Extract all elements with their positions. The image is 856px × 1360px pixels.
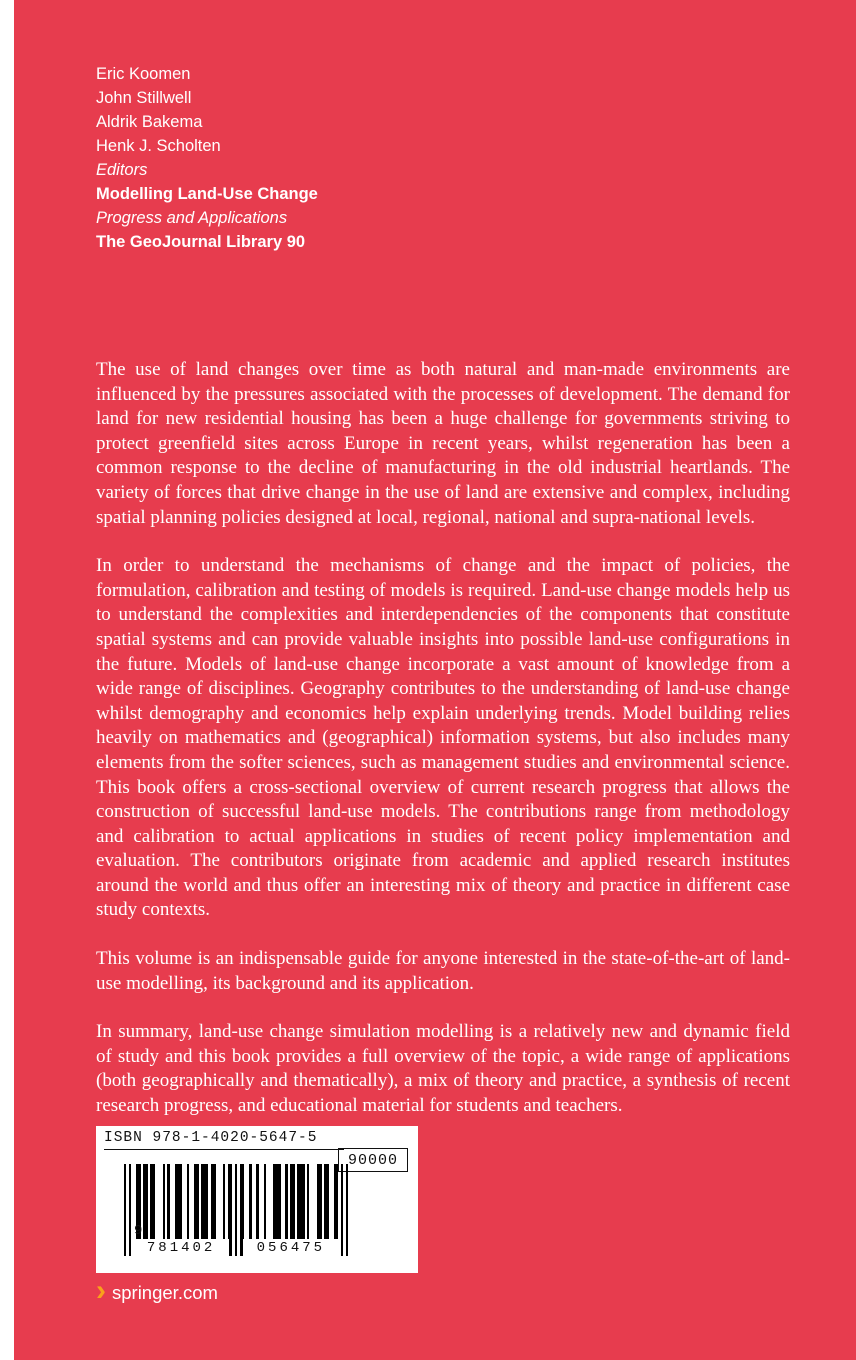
- isbn-label: ISBN 978-1-4020-5647-5: [104, 1130, 344, 1150]
- barcode: [124, 1164, 348, 1256]
- back-cover-blurb: [96, 358, 790, 1143]
- cover-background: [14, 0, 856, 1360]
- barcode-digits-group1: 781402: [133, 1239, 229, 1256]
- author-name: John Stillwell: [96, 89, 192, 107]
- blurb-paragraph: The use of land changes over time as both natural and man-made environments are influenced by the pressures associated with the processes of development. The demand for land for new residential housing has been a huge challenge for governments striving to protect greenfield sites across Europe in recent years, whilst regeneration has been a common response to the decline of manufacturing in the old industrial heartlands. The variety of forces that drive change in the use of land are extensive and complex, including spatial planning policies designed at local, regional, national and supra-national levels.: [96, 359, 790, 528]
- springer-chevron-icon: ›: [96, 1274, 106, 1307]
- book-series: The GeoJournal Library 90: [96, 233, 306, 251]
- author-name: Eric Koomen: [96, 65, 191, 83]
- blurb-paragraph: This volume is an indispensable guide for anyone interested in the state-of-the-art of land-use modelling, its background and its application.: [96, 948, 790, 994]
- barcode-lead-digit: 9: [134, 1223, 143, 1239]
- blurb-paragraph: In order to understand the mechanisms of change and the impact of policies, the formulation, calibration and testing of models is required. Land-use change models help us to understand the complexities and interdependencies of the components that constitute spatial systems and can provide valuable insights into possible land-use configurations in the future. Models of land-use change incorporate a vast amount of knowledge from a wide range of disciplines. Geography contributes to the understanding of land-use change whilst demography and economics help explain underlying trends. Model building relies heavily on mathematics and (geographical) information systems, but also includes many elements from the softer sciences, such as management studies and environmental science. This book offers a cross-sectional overview of current research progress that allows the construction of successful land-use models. The contributions range from methodology and calibration to actual applications in studies of recent policy implementation and evaluation. The contributors originate from academic and applied research institutes around the world and thus offer an interesting mix of theory and practice in different case study contexts.: [96, 555, 790, 921]
- barcode-digits-group2: 056475: [243, 1239, 339, 1256]
- price-code-box: 90000: [338, 1148, 408, 1172]
- springer-url: springer.com: [112, 1282, 218, 1303]
- publisher-footer: [96, 1274, 218, 1307]
- book-subtitle: Progress and Applications: [96, 209, 288, 227]
- blurb-paragraph: In summary, land-use change simulation modelling is a relatively new and dynamic field of study and this book provides a full overview of the topic, a wide range of applications (both geographically and thematically), a mix of theory and practice, a synthesis of recent research progress, and educational material for students and teachers.: [96, 1021, 790, 1117]
- isbn-barcode-panel: [96, 1126, 418, 1273]
- author-name: Henk J. Scholten: [96, 137, 221, 155]
- editor-title-block: [96, 62, 318, 254]
- book-title: Modelling Land-Use Change: [96, 185, 318, 203]
- author-name: Aldrik Bakema: [96, 113, 203, 131]
- editors-label: Editors: [96, 161, 148, 179]
